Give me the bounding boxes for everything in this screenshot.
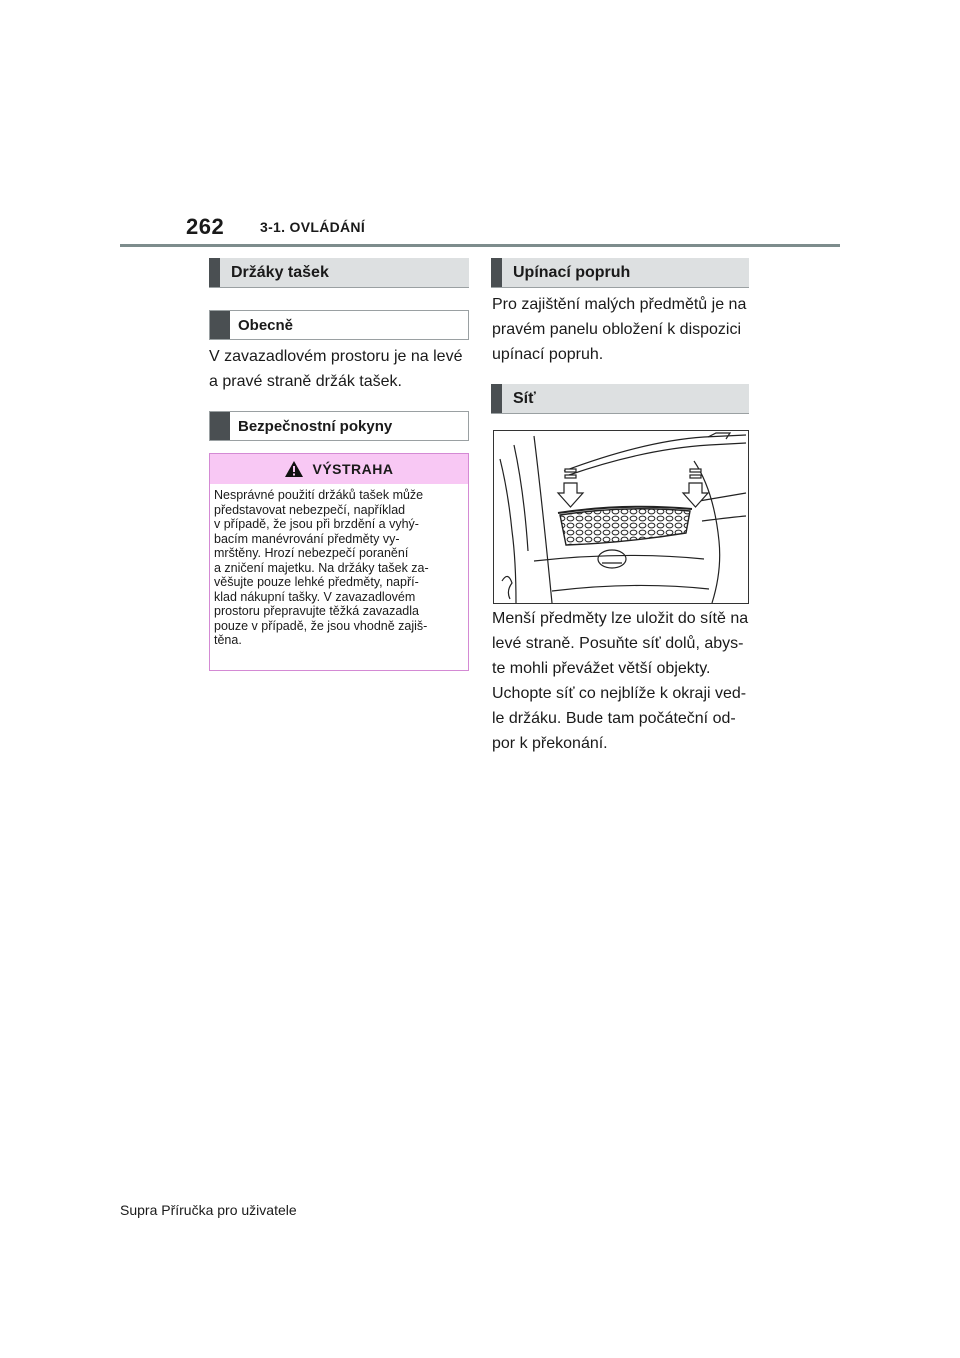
subheader-title: Obecně — [238, 316, 294, 334]
text-line: věšujte pouze lehké předměty, napří- — [214, 575, 419, 589]
text-line: te mohli převážet větší objekty. — [492, 660, 711, 677]
subheader-tab — [210, 412, 230, 440]
footer-text: Supra Příručka pro uživatele — [120, 1202, 297, 1218]
warning-box — [209, 453, 469, 671]
page-number: 262 — [186, 214, 225, 239]
subheader-title: Bezpečnostní pokyny — [238, 417, 393, 435]
text-line: por k překonání. — [492, 735, 608, 752]
cargo-net-drawing — [494, 431, 748, 603]
strap-paragraph — [492, 292, 754, 367]
chapter-title: 3-1. OVLÁDÁNÍ — [260, 219, 366, 235]
text-line: Pro zajištění malých předmětů je na — [492, 296, 747, 313]
text-line: Nesprávné použití držáků tašek může — [214, 488, 424, 502]
warning-header — [210, 454, 468, 484]
text-line: těna. — [214, 633, 242, 647]
text-line: Menší předměty lze uložit do sítě na — [492, 610, 749, 627]
text-line: klad nákupní tašky. V zavazadlovém — [214, 589, 416, 604]
warning-triangle-icon — [284, 460, 304, 478]
text-line: v případě, že jsou při brzdění a vyhý- — [214, 517, 419, 531]
warning-text — [210, 484, 468, 648]
cargo-net-illustration — [493, 430, 749, 604]
section-title: Držáky tašek — [231, 263, 329, 281]
subheader-general — [209, 310, 469, 340]
section-tab — [491, 258, 502, 287]
text-line: a pravé straně držák tašek. — [209, 373, 402, 390]
text-line: pouze v případě, že jsou vhodně zajiš- — [214, 618, 428, 633]
section-header-bag-holders — [209, 258, 469, 288]
text-line: upínací popruh. — [492, 346, 604, 363]
subheader-safety — [209, 411, 469, 441]
section-tab — [209, 258, 220, 287]
text-line: prostoru přepravujte těžká zavazadla — [214, 604, 419, 618]
header-rule — [120, 244, 840, 247]
section-header-net — [491, 384, 749, 414]
text-line: a zničení majetku. Na držáky tašek za- — [214, 560, 429, 575]
section-header-strap — [491, 258, 749, 288]
section-title: Síť — [513, 389, 536, 407]
general-paragraph — [209, 344, 474, 394]
text-line: le držáku. Bude tam počáteční od- — [492, 710, 736, 727]
text-line: bacím manévrování předměty vy- — [214, 531, 400, 546]
text-line: V zavazadlovém prostoru je na levé — [209, 348, 463, 365]
text-line: Uchopte síť co nejblíže k okraji ved- — [492, 685, 747, 702]
net-paragraph — [492, 606, 754, 756]
text-line: mrštěny. Hrozí nebezpečí poranění — [214, 546, 409, 560]
subheader-tab — [210, 311, 230, 339]
section-tab — [491, 384, 502, 413]
text-line: pravém panelu obložení k dispozici — [492, 321, 742, 338]
text-line: levé straně. Posuňte síť dolů, abys- — [492, 635, 744, 652]
section-title: Upínací popruh — [513, 263, 631, 281]
text-line: představovat nebezpečí, například — [214, 502, 406, 517]
warning-title: VÝSTRAHA — [312, 461, 394, 477]
